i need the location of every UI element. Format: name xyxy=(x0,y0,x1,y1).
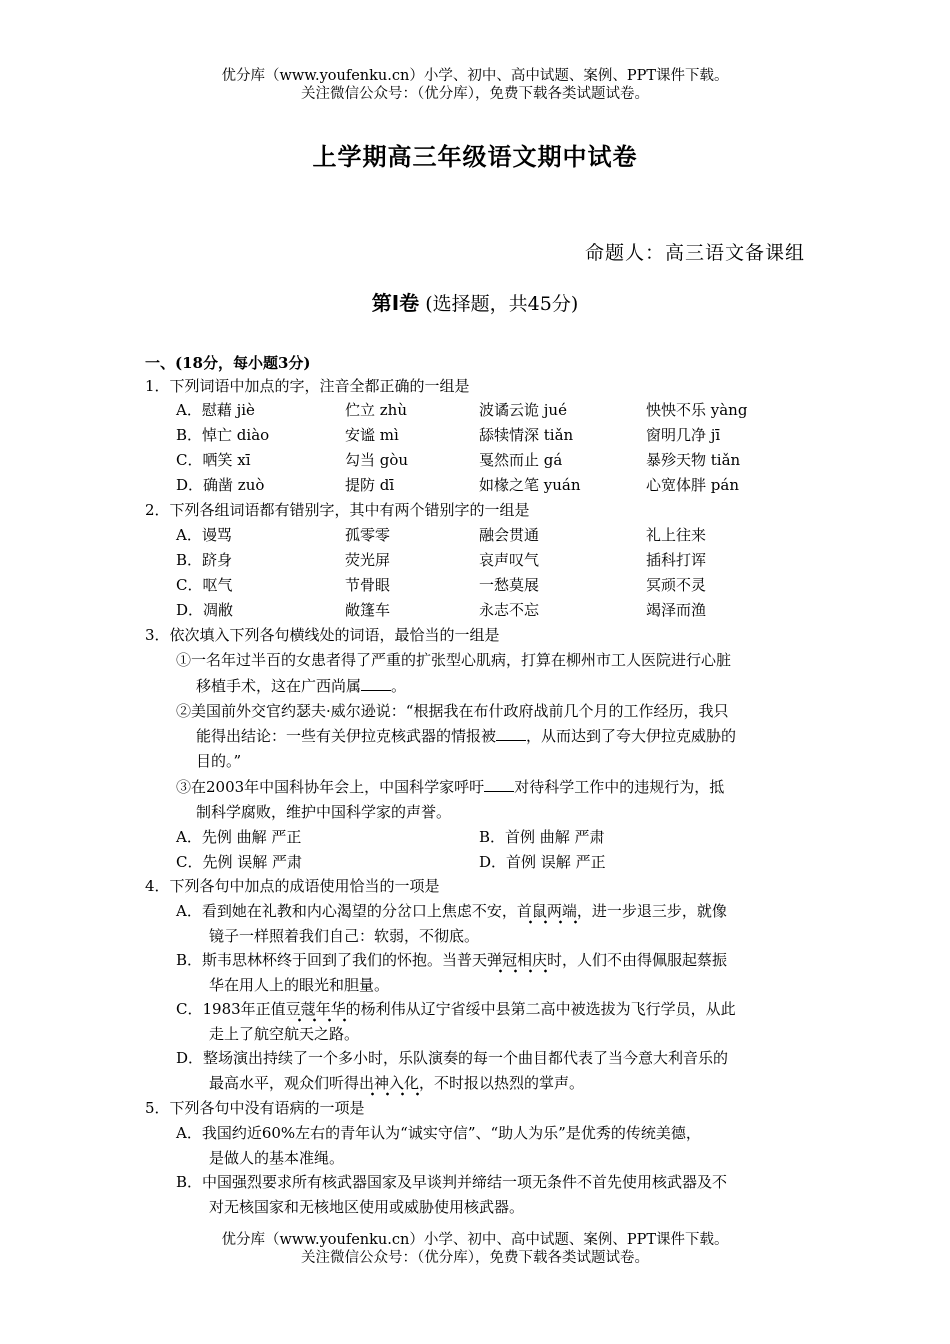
q1-d2: 提防 dī xyxy=(345,476,395,494)
q2-stem: 2．下列各组词语都有错别字，其中有两个错别字的一组是 xyxy=(145,501,530,519)
q2-a2: 孤零零 xyxy=(345,526,391,544)
q4-b-idiom: 弹冠相庆 xyxy=(487,951,547,973)
q1-a2: 伫立 zhù xyxy=(345,401,407,419)
q3-sentence-2-line-2 xyxy=(196,726,736,746)
q4-d-idiom: 出神入化 xyxy=(359,1074,419,1096)
q1-a1: A．慰藉 jiè xyxy=(176,401,255,419)
q4-option-c-line-2: 走上了航空航天之路。 xyxy=(209,1025,360,1043)
q2-a4: 礼上往来 xyxy=(646,526,707,544)
q4-option-d-line-1: D．整场演出持续了一个多小时，乐队演奏的每一个曲目都代表了当今意大利音乐的 xyxy=(176,1049,729,1067)
q3-option-c: C．先例 误解 严肃 xyxy=(176,853,303,871)
q2-b4: 插科打诨 xyxy=(646,551,707,569)
header-line-2: 关注微信公众号：（优分库），免费下载各类试题试卷。 xyxy=(301,86,649,102)
q3-option-d: D．首例 误解 严正 xyxy=(479,853,606,871)
q4-c-idiom: 豆蔻年华 xyxy=(286,1000,346,1022)
q3-option-a: A．先例 曲解 严正 xyxy=(176,828,302,846)
q2-a3: 融会贯通 xyxy=(479,526,540,544)
q4-a-idiom: 首鼠两端 xyxy=(517,902,577,924)
q1-d3: 如椽之笔 yuán xyxy=(479,476,581,494)
q2-d3: 永志不忘 xyxy=(479,601,540,619)
q4-stem: 4．下列各句中加点的成语使用恰当的一项是 xyxy=(145,877,440,895)
q3-s1-end: 。 xyxy=(391,677,407,695)
q2-c3: 一愁莫展 xyxy=(479,576,540,594)
q4-d-text: 最高水平，观众们听得 xyxy=(209,1074,360,1092)
q1-c1: C．哂笑 xī xyxy=(176,451,251,469)
q3-s2-text: 能得出结论：一些有关伊拉克核武器的情报被 xyxy=(196,727,497,745)
q2-a1: A．谩骂 xyxy=(176,526,232,544)
q5-option-b-line-1: B．中国强烈要求所有核武器国家及早谈判并缔结一项无条件不首先使用核武器及不 xyxy=(176,1173,728,1191)
q4-b-text: B．斯韦思林杯终于回到了我们的怀抱。当普天 xyxy=(176,951,488,969)
q1-stem: 1．下列词语中加点的字，注音全都正确的一组是 xyxy=(145,377,470,395)
q1-d4: 心宽体胖 pán xyxy=(646,476,739,494)
author-line: 命题人：高三语文备课组 xyxy=(584,242,805,264)
q2-c1: C．呕气 xyxy=(176,576,233,594)
q3-sentence-3-line-2: 制科学腐败，维护中国科学家的声誉。 xyxy=(196,803,452,821)
q1-b3: 舔犊情深 tiǎn xyxy=(479,426,574,444)
q2-d2: 敞篷车 xyxy=(345,601,391,619)
footer-line-2: 关注微信公众号：（优分库），免费下载各类试题试卷。 xyxy=(301,1250,649,1266)
q5-option-a-line-2: 是做人的基本准绳。 xyxy=(209,1149,345,1167)
q4-option-c-line-1 xyxy=(176,999,736,1019)
q5-stem: 5．下列各句中没有语病的一项是 xyxy=(145,1099,365,1117)
q4-a-text-2: ，进一步退三步，就像 xyxy=(576,902,727,920)
q2-b2: 荧光屏 xyxy=(345,551,391,569)
q3-sentence-1-line-1: ①一名年过半百的女患者得了严重的扩张型心肌病，打算在柳州市工人医院进行心脏 xyxy=(176,651,732,669)
q3-s1-text: 移植手术，这在广西尚属 xyxy=(196,677,362,695)
q2-d1: D．凋敝 xyxy=(176,601,234,619)
q3-sentence-1-line-2 xyxy=(196,676,406,696)
page-title: 上学期高三年级语文期中试卷 xyxy=(312,143,638,171)
q4-c-text-2: 的杨利伟从辽宁省绥中县第二高中被选拔为飞行学员，从此 xyxy=(345,1000,736,1018)
q4-option-a-line-1 xyxy=(176,901,727,921)
q1-d1: D．确凿 zuò xyxy=(176,476,265,494)
q3-stem: 3．依次填入下列各句横线处的词语，最恰当的一组是 xyxy=(145,626,500,644)
volume-note: (选择题，共45分) xyxy=(425,293,579,315)
q3-s2-end: ，从而达到了夸大伊拉克威胁的 xyxy=(526,727,737,745)
q1-c4: 暴殄天物 tiǎn xyxy=(646,451,741,469)
q2-b1: B．跻身 xyxy=(176,551,233,569)
q4-c-text: C．1983年正值 xyxy=(176,1000,286,1018)
answer-blank xyxy=(484,777,514,792)
q4-b-text-2: 时，人们不由得佩服起蔡振 xyxy=(547,951,728,969)
q3-sentence-3-line-1 xyxy=(176,777,724,797)
q1-b2: 安谧 mì xyxy=(345,426,399,444)
answer-blank xyxy=(496,726,526,741)
q3-s3-text: ③在2003年中国科协年会上，中国科学家呼吁 xyxy=(176,778,485,796)
q1-c3: 戛然而止 gá xyxy=(479,451,563,469)
q4-d-text-2: ，不时报以热烈的掌声。 xyxy=(419,1074,585,1092)
section-heading: 一、(18分，每小题3分) xyxy=(145,354,311,372)
footer-line-1: 优分库（www.youfenku.cn）小学、初中、高中试题、案例、PPT课件下载。 xyxy=(221,1232,729,1248)
q5-option-b-line-2: 对无核国家和无核地区使用或威胁使用核武器。 xyxy=(209,1198,525,1216)
q1-c2: 勾当 gòu xyxy=(345,451,409,469)
q1-a4: 怏怏不乐 yàng xyxy=(646,401,748,419)
q1-a3: 波谲云诡 jué xyxy=(479,401,567,419)
volume-heading xyxy=(0,287,950,316)
q4-a-text: A．看到她在礼教和内心渴望的分岔口上焦虑不安， xyxy=(176,902,517,920)
q1-b1: B．悼亡 diào xyxy=(176,426,270,444)
q4-option-a-line-2: 镜子一样照着我们自己：软弱，不彻底。 xyxy=(209,927,480,945)
q2-d4: 竭泽而渔 xyxy=(646,601,707,619)
q4-option-b-line-1 xyxy=(176,950,727,970)
q5-option-a-line-1: A．我国约近60%左右的青年认为“诚实守信”、“助人为乐”是优秀的传统美德， xyxy=(176,1124,701,1142)
q4-option-d-line-2 xyxy=(209,1073,584,1093)
answer-blank xyxy=(361,676,391,691)
q1-b4: 窗明几净 jī xyxy=(646,426,721,444)
header-line-1: 优分库（www.youfenku.cn）小学、初中、高中试题、案例、PPT课件下载。 xyxy=(221,68,729,84)
q2-b3: 哀声叹气 xyxy=(479,551,540,569)
q4-option-b-line-2: 华在用人上的眼光和胆量。 xyxy=(209,976,390,994)
q3-sentence-2-line-1: ②美国前外交官约瑟夫·威尔逊说：“根据我在布什政府战前几个月的工作经历，我只 xyxy=(176,702,729,720)
q2-c2: 节骨眼 xyxy=(345,576,391,594)
q3-s3-end: 对待科学工作中的违规行为，抵 xyxy=(514,778,725,796)
q3-option-b: B．首例 曲解 严肃 xyxy=(479,828,605,846)
volume-label: 第Ⅰ卷 xyxy=(371,291,420,315)
q2-c4: 冥顽不灵 xyxy=(646,576,707,594)
q3-sentence-2-line-3: 目的。” xyxy=(196,752,242,770)
